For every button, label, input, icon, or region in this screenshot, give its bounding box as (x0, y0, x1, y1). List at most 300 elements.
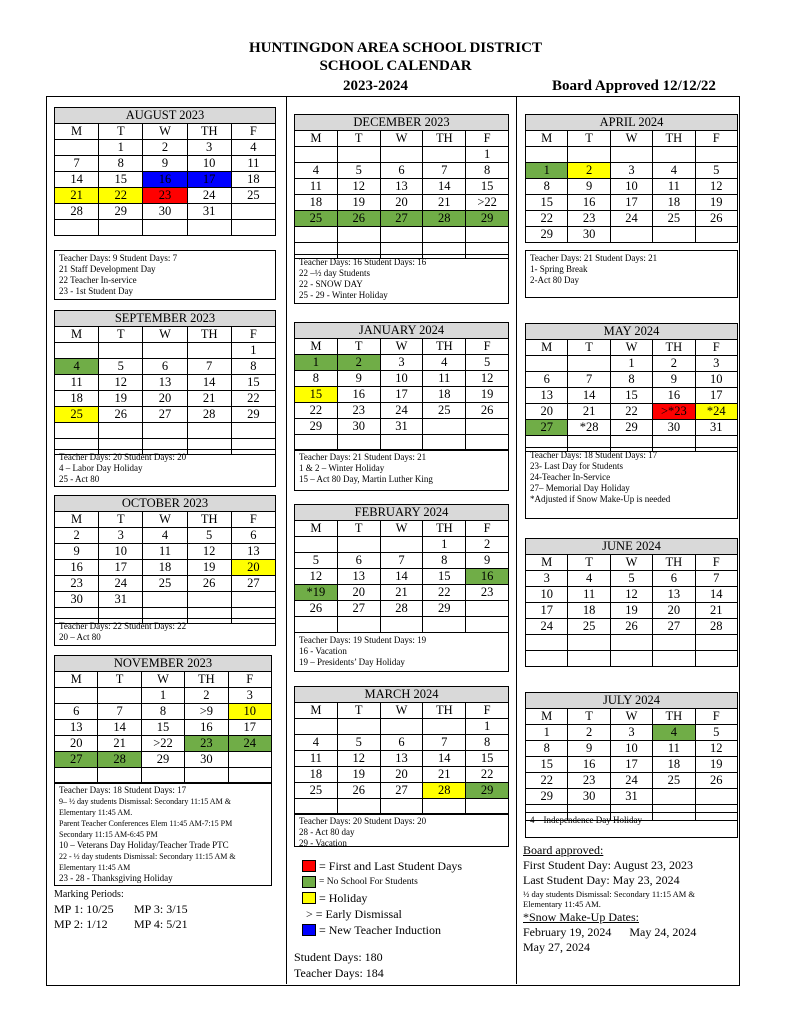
day-cell: 28 (187, 407, 231, 423)
day-cell: 10 (99, 544, 143, 560)
day-cell: 25 (295, 211, 338, 227)
day-cell (337, 617, 380, 633)
day-cell: 2 (55, 528, 99, 544)
day-cell (695, 227, 737, 243)
day-cell: 20 (380, 767, 423, 783)
day-cell: 2 (466, 537, 509, 553)
weekday-header: W (380, 521, 423, 537)
day-cell: 23 (337, 403, 380, 419)
day-cell: 15 (526, 195, 568, 211)
day-cell: 16 (568, 195, 610, 211)
day-cell: *19 (295, 585, 338, 601)
weekday-header: W (380, 339, 423, 355)
day-cell: 10 (380, 371, 423, 387)
weekday-header: M (295, 521, 338, 537)
day-cell: 30 (337, 419, 380, 435)
day-cell (423, 617, 466, 633)
note-line: 22 - SNOW DAY (299, 279, 363, 289)
day-cell (380, 719, 423, 735)
day-cell: *28 (568, 420, 610, 436)
weekday-header: F (231, 327, 275, 343)
day-cell (466, 617, 509, 633)
day-cell: 20 (380, 195, 423, 211)
day-cell: 10 (610, 179, 652, 195)
day-cell: 4 (295, 163, 338, 179)
day-cell (143, 343, 187, 359)
weekday-header: M (526, 709, 568, 725)
month-notes (294, 254, 509, 304)
day-cell: 25 (55, 407, 99, 423)
day-cell: *24 (695, 404, 737, 420)
day-cell: 28 (98, 752, 141, 768)
weekday-header: TH (423, 703, 466, 719)
day-cell (143, 220, 187, 236)
day-cell: 27 (143, 407, 187, 423)
day-cell: 19 (466, 387, 509, 403)
day-cell: 30 (653, 420, 695, 436)
day-cell: 31 (187, 204, 231, 220)
day-cell: 28 (695, 619, 737, 635)
day-cell: 11 (295, 179, 338, 195)
day-cell: 8 (526, 179, 568, 195)
month-title: SEPTEMBER 2023 (55, 311, 276, 327)
day-cell: 28 (55, 204, 99, 220)
legend-early: > = Early Dismissal (306, 906, 402, 921)
month-may (525, 323, 738, 452)
weekday-header: M (55, 327, 99, 343)
day-cell: 14 (187, 375, 231, 391)
weekday-header: M (55, 124, 99, 140)
day-cell: 15 (610, 388, 652, 404)
day-cell: 5 (466, 355, 509, 371)
day-cell: 5 (99, 359, 143, 375)
note-line: 23 - 1st Student Day (59, 286, 133, 296)
weekday-header: T (337, 131, 380, 147)
day-cell: 15 (466, 179, 509, 195)
column-divider (286, 96, 287, 984)
month-title: JULY 2024 (526, 693, 738, 709)
day-cell: 22 (295, 403, 338, 419)
day-cell: >22 (141, 736, 184, 752)
student-days-total: Student Days: 180 (294, 950, 383, 964)
note-line: 27– Memorial Day Holiday (530, 483, 630, 493)
mp2: MP 2: 1/12 (54, 917, 108, 931)
day-cell: 3 (99, 528, 143, 544)
day-cell: 30 (185, 752, 228, 768)
day-cell: 15 (295, 387, 338, 403)
day-cell: 4 (568, 571, 610, 587)
day-cell: 29 (526, 789, 568, 805)
day-cell: 3 (610, 163, 652, 179)
day-cell: 13 (526, 388, 568, 404)
day-cell: 17 (380, 387, 423, 403)
month-notes (54, 782, 272, 886)
day-cell (55, 220, 99, 236)
day-cell (568, 356, 610, 372)
note-line: Teacher Days: 18 Student Days: 17 (530, 450, 658, 460)
day-cell: 11 (653, 741, 695, 757)
day-cell (610, 635, 652, 651)
day-cell: >*23 (653, 404, 695, 420)
day-cell: 19 (337, 767, 380, 783)
day-cell: 18 (653, 195, 695, 211)
day-cell: 8 (231, 359, 275, 375)
day-cell: 16 (143, 172, 187, 188)
day-cell: 8 (526, 741, 568, 757)
day-cell: 5 (337, 735, 380, 751)
marking-periods-title: Marking Periods: (54, 889, 124, 900)
day-cell (653, 227, 695, 243)
day-cell: 26 (610, 619, 652, 635)
month-title: JANUARY 2024 (295, 323, 509, 339)
day-cell: 9 (143, 156, 187, 172)
day-cell (568, 635, 610, 651)
day-cell: 1 (295, 355, 338, 371)
note-line: 23- Last Day for Students (530, 461, 623, 471)
district-title: HUNTINGDON AREA SCHOOL DISTRICT (249, 40, 542, 56)
note-line: Parent Teacher Conferences Elem 11:45 AM-7:15 PM Secondary 11:15 AM-6:45 PM (59, 819, 233, 839)
day-cell: 26 (99, 407, 143, 423)
day-cell: 1 (526, 725, 568, 741)
month-feb (294, 504, 509, 633)
month-title: JUNE 2024 (526, 539, 738, 555)
day-cell: 15 (526, 757, 568, 773)
day-cell (337, 227, 380, 243)
weekday-header: F (466, 339, 509, 355)
day-cell (187, 423, 231, 439)
mp3: MP 3: 3/15 (134, 902, 188, 916)
note-line: 10 – Veterans Day Holiday/Teacher Trade PTC (59, 840, 229, 850)
day-cell (653, 651, 695, 667)
day-cell: 18 (231, 172, 275, 188)
day-cell (55, 140, 99, 156)
day-cell: 17 (610, 195, 652, 211)
day-cell (653, 635, 695, 651)
day-cell: 3 (695, 356, 737, 372)
day-cell: 10 (187, 156, 231, 172)
day-cell (423, 227, 466, 243)
weekday-header: TH (185, 672, 228, 688)
note-line: 25 - Act 80 (59, 474, 100, 484)
day-cell: 4 (653, 725, 695, 741)
month-notes (294, 632, 509, 672)
day-cell (231, 423, 275, 439)
day-cell: 29 (295, 419, 338, 435)
day-cell: 7 (568, 372, 610, 388)
day-cell (380, 147, 423, 163)
blue-swatch (302, 924, 316, 936)
day-cell: 5 (295, 553, 338, 569)
day-cell: 10 (695, 372, 737, 388)
day-cell (610, 651, 652, 667)
day-cell: 4 (143, 528, 187, 544)
day-cell: 11 (143, 544, 187, 560)
weekday-header: F (695, 555, 737, 571)
day-cell: 25 (231, 188, 275, 204)
day-cell: 20 (526, 404, 568, 420)
month-dec (294, 114, 509, 259)
weekday-header: T (337, 521, 380, 537)
day-cell: 22 (610, 404, 652, 420)
note-line: 24-Teacher In-Service (530, 472, 611, 482)
day-cell: 8 (466, 735, 509, 751)
day-cell: 26 (295, 601, 338, 617)
day-cell: 5 (337, 163, 380, 179)
day-cell: 6 (380, 735, 423, 751)
day-cell: 4 (653, 163, 695, 179)
day-cell: 17 (99, 560, 143, 576)
day-cell: 12 (610, 587, 652, 603)
weekday-header: W (610, 340, 652, 356)
month-apr (525, 114, 738, 243)
day-cell: 1 (466, 719, 509, 735)
day-cell: 24 (187, 188, 231, 204)
day-cell: >9 (185, 704, 228, 720)
day-cell (295, 537, 338, 553)
day-cell: 7 (380, 553, 423, 569)
day-cell: 26 (466, 403, 509, 419)
weekday-header: F (231, 124, 275, 140)
day-cell: 26 (337, 783, 380, 799)
day-cell: 13 (653, 587, 695, 603)
day-cell: 6 (380, 163, 423, 179)
weekday-header: F (695, 340, 737, 356)
note-line: 22 Teacher In-service (59, 275, 137, 285)
weekday-header: T (568, 709, 610, 725)
day-cell: 15 (466, 751, 509, 767)
day-cell: 7 (695, 571, 737, 587)
day-cell: 14 (695, 587, 737, 603)
weekday-header: F (466, 521, 509, 537)
day-cell: 1 (99, 140, 143, 156)
day-cell (380, 227, 423, 243)
day-cell (466, 227, 509, 243)
day-cell: 18 (55, 391, 99, 407)
day-cell (143, 423, 187, 439)
day-cell (187, 592, 231, 608)
month-sep (54, 310, 276, 455)
weekday-header: TH (187, 327, 231, 343)
day-cell (423, 419, 466, 435)
legend (302, 858, 462, 938)
day-cell: 21 (380, 585, 423, 601)
day-cell: 12 (99, 375, 143, 391)
weekday-header: W (143, 124, 187, 140)
day-cell: 14 (55, 172, 99, 188)
day-cell: 27 (526, 420, 568, 436)
day-cell: 2 (568, 163, 610, 179)
weekday-header: TH (653, 340, 695, 356)
day-cell: 6 (143, 359, 187, 375)
weekday-header: F (695, 131, 737, 147)
weekday-header: T (337, 339, 380, 355)
note-line: Teacher Days: 19 Student Days: 19 (299, 635, 427, 645)
day-cell: 19 (695, 757, 737, 773)
day-cell: 12 (295, 569, 338, 585)
day-cell (99, 343, 143, 359)
weekday-header: M (295, 703, 338, 719)
note-line: 28 - Act 80 day (299, 827, 355, 837)
day-cell (466, 419, 509, 435)
day-cell: 17 (695, 388, 737, 404)
note-line: 21 Staff Development Day (59, 264, 156, 274)
day-cell (423, 719, 466, 735)
day-cell: 11 (653, 179, 695, 195)
day-cell: 12 (695, 179, 737, 195)
weekday-header: W (380, 703, 423, 719)
day-cell: 13 (55, 720, 98, 736)
day-cell: 30 (143, 204, 187, 220)
day-cell: 11 (295, 751, 338, 767)
note-line: 22 –½ day Students (299, 268, 370, 278)
day-cell (526, 651, 568, 667)
day-cell (695, 651, 737, 667)
day-cell: 31 (695, 420, 737, 436)
day-cell (295, 147, 338, 163)
board-approved-title: Board approved: (523, 843, 604, 857)
day-cell: 15 (423, 569, 466, 585)
note-line: 29 - Vacation (299, 838, 347, 848)
day-cell: 31 (610, 789, 652, 805)
day-cell (337, 147, 380, 163)
weekday-header: W (610, 131, 652, 147)
day-cell: 19 (99, 391, 143, 407)
month-title: MAY 2024 (526, 324, 738, 340)
day-cell (695, 147, 737, 163)
day-cell: 18 (423, 387, 466, 403)
day-cell: 12 (337, 751, 380, 767)
note-line: Teacher Days: 21 Student Days: 21 (530, 253, 658, 263)
weekday-header: T (568, 131, 610, 147)
month-notes (54, 250, 276, 300)
day-cell: 12 (695, 741, 737, 757)
note-line: 1 & 2 – Winter Holiday (299, 463, 385, 473)
day-cell: 17 (526, 603, 568, 619)
day-cell: 22 (99, 188, 143, 204)
day-cell: 29 (141, 752, 184, 768)
day-cell: 28 (423, 211, 466, 227)
weekday-header: W (143, 512, 187, 528)
day-cell: 25 (653, 211, 695, 227)
day-cell: 26 (337, 211, 380, 227)
day-cell: 23 (185, 736, 228, 752)
month-title: NOVEMBER 2023 (55, 656, 272, 672)
day-cell (610, 147, 652, 163)
day-cell: 4 (423, 355, 466, 371)
day-cell: 7 (423, 163, 466, 179)
snow-makeup-dates-2: May 27, 2024 (523, 940, 590, 954)
green-swatch (302, 876, 316, 888)
month-notes (294, 449, 509, 491)
day-cell: 1 (466, 147, 509, 163)
day-cell: 21 (695, 603, 737, 619)
day-cell: 27 (231, 576, 275, 592)
day-cell: 26 (695, 773, 737, 789)
note-line: 2-Act 80 Day (530, 275, 579, 285)
day-cell: 16 (337, 387, 380, 403)
day-cell: 8 (423, 553, 466, 569)
note-line: 15 – Act 80 Day, Martin Luther King (299, 474, 433, 484)
day-cell: 27 (380, 783, 423, 799)
weekday-header: M (295, 339, 338, 355)
day-cell: 16 (568, 757, 610, 773)
legend-induction: = New Teacher Induction (319, 922, 441, 937)
day-cell (295, 227, 338, 243)
day-cell: 17 (187, 172, 231, 188)
day-cell: 21 (98, 736, 141, 752)
month-title: MARCH 2024 (295, 687, 509, 703)
day-cell (466, 601, 509, 617)
day-cell: 10 (228, 704, 271, 720)
day-cell: 16 (466, 569, 509, 585)
day-cell: 30 (568, 227, 610, 243)
weekday-header: W (141, 672, 184, 688)
day-cell: 27 (380, 211, 423, 227)
mp4: MP 4: 5/21 (134, 917, 188, 931)
weekday-header: T (99, 124, 143, 140)
day-cell: 3 (380, 355, 423, 371)
day-cell: 24 (99, 576, 143, 592)
month-jun (525, 538, 738, 667)
day-cell: 24 (228, 736, 271, 752)
day-cell: 8 (295, 371, 338, 387)
day-cell (98, 688, 141, 704)
day-cell: 30 (568, 789, 610, 805)
note-line: 4 – Labor Day Holiday (59, 463, 143, 473)
day-cell: 6 (337, 553, 380, 569)
day-cell (653, 147, 695, 163)
weekday-header: W (143, 327, 187, 343)
day-cell: 13 (231, 544, 275, 560)
snow-makeup-dates-1: February 19, 2024 May 24, 2024 (523, 925, 697, 939)
calendar-title: SCHOOL CALENDAR (319, 58, 472, 74)
day-cell: 29 (610, 420, 652, 436)
day-cell: 26 (695, 211, 737, 227)
day-cell: 18 (143, 560, 187, 576)
day-cell (380, 537, 423, 553)
day-cell: 2 (653, 356, 695, 372)
day-cell: 11 (423, 371, 466, 387)
day-cell: 19 (337, 195, 380, 211)
day-cell: 18 (568, 603, 610, 619)
day-cell: 13 (380, 179, 423, 195)
day-cell: 12 (466, 371, 509, 387)
day-cell: 19 (187, 560, 231, 576)
day-cell: 25 (143, 576, 187, 592)
weekday-header: TH (423, 521, 466, 537)
red-swatch (302, 860, 316, 872)
day-cell (526, 147, 568, 163)
day-cell: 25 (653, 773, 695, 789)
day-cell: 5 (695, 725, 737, 741)
day-cell: 8 (610, 372, 652, 388)
day-cell: 5 (610, 571, 652, 587)
weekday-header: W (610, 555, 652, 571)
day-cell: 3 (526, 571, 568, 587)
day-cell: 21 (187, 391, 231, 407)
month-jan (294, 322, 509, 451)
day-cell (423, 147, 466, 163)
day-cell: 9 (55, 544, 99, 560)
day-cell: 22 (526, 211, 568, 227)
day-cell: 14 (98, 720, 141, 736)
weekday-header: F (228, 672, 271, 688)
day-cell: 9 (568, 741, 610, 757)
board-approved-date: Board Approved 12/12/22 (552, 78, 716, 94)
day-cell: 22 (423, 585, 466, 601)
day-cell: 11 (231, 156, 275, 172)
legend-first-last: = First and Last Student Days (319, 858, 463, 873)
